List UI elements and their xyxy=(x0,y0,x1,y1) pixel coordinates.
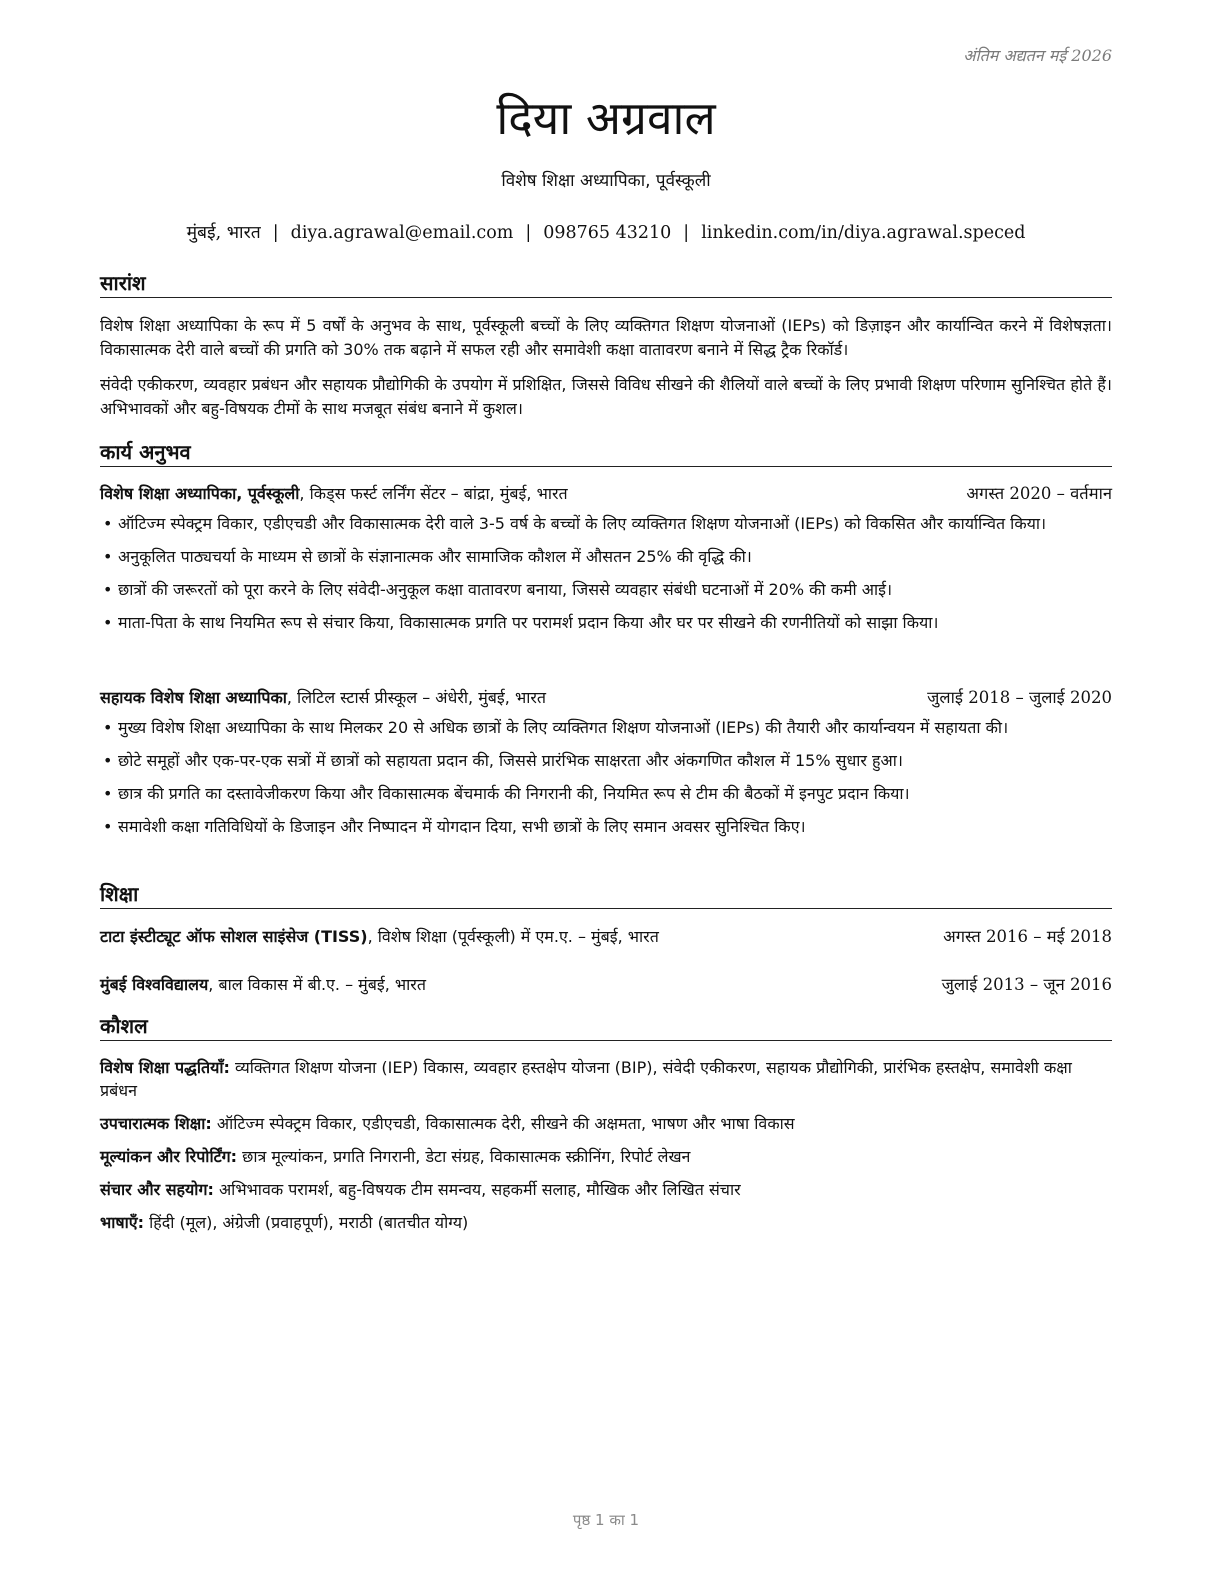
job-bullet: • माता-पिता के साथ नियमित रूप से संचार किया, विकासात्मक प्रगति पर परामर्श प्रदान किया और घर पर सीखने की रणनीतियों को साझा किया। xyxy=(100,611,1112,634)
page-number: पृष्ठ 1 का 1 xyxy=(572,1511,640,1529)
job-header xyxy=(100,482,1112,506)
job-bullet: • अनुकूलित पाठ्यचर्या के माध्यम से छात्रों के संज्ञानात्मक और सामाजिक कौशल में औसतन 25% की वृद्धि की। xyxy=(100,545,1112,568)
summary-paragraph: संवेदी एकीकरण, व्यवहार प्रबंधन और सहायक प्रौद्योगिकी के उपयोग में प्रशिक्षित, जिससे विविध सीखने की शैलियों वाले बच्चों के लिए प्रभावी शिक्षण परिणाम सुनिश्चित होते हैं। अभिभावकों और बहु-विषयक टीमों के साथ मजबूत संबंध बनाने में कुशल। xyxy=(100,375,1112,418)
candidate-subtitle: विशेष शिक्षा अध्यापिका, पूर्वस्कूली xyxy=(501,171,711,191)
contact-line xyxy=(100,220,1112,244)
candidate-name: दिया अग्रवाल xyxy=(496,91,716,145)
contact-location: मुंबई, भारत xyxy=(186,223,261,243)
job-dates: जुलाई 2018 – जुलाई 2020 xyxy=(927,688,1112,707)
job-org: , किड्स फर्स्ट लर्निंग सेंटर – बांद्रा, मुंबई, भारत xyxy=(299,484,568,503)
job-bullet: • मुख्य विशेष शिक्षा अध्यापिका के साथ मिलकर 20 से अधिक छात्रों के लिए व्यक्तिगत शिक्षण योजनाओं (IEPs) की तैयारी और कार्यान्वयन में सहायता की। xyxy=(100,716,1112,739)
skill-label: मूल्यांकन और रिपोर्टिंग: xyxy=(100,1147,238,1166)
job-bullet: • छात्र की प्रगति का दस्तावेजीकरण किया और विकासात्मक बेंचमार्क की निगरानी की, नियमित रूप से टीम की बैठकों में इनपुट प्रदान किया। xyxy=(100,782,1112,805)
skill-line xyxy=(100,1178,1112,1201)
job-dates: अगस्त 2020 – वर्तमान xyxy=(966,484,1112,503)
skills-heading: कौशल xyxy=(100,1013,1112,1041)
education-item xyxy=(100,925,1112,949)
skill-line xyxy=(100,1145,1112,1168)
skill-label: भाषाएँ: xyxy=(100,1213,145,1232)
job-header xyxy=(100,686,1112,710)
job-org: , लिटिल स्टार्स प्रीस्कूल – अंधेरी, मुंबई, भारत xyxy=(286,688,547,707)
resume-page xyxy=(100,0,1112,1584)
skill-label: संचार और सहयोग: xyxy=(100,1180,214,1199)
skills-section xyxy=(100,1056,1112,1234)
job-title: सहायक विशेष शिक्षा अध्यापिका xyxy=(100,688,287,707)
skill-line xyxy=(100,1112,1112,1135)
summary-heading: सारांश xyxy=(100,270,1112,298)
skill-label: विशेष शिक्षा पद्धतियाँ: xyxy=(100,1058,230,1077)
last-updated: अंतिम अद्यतन मई 2026 xyxy=(963,46,1112,65)
experience-heading: कार्य अनुभव xyxy=(100,439,1112,467)
contact-separator: | xyxy=(272,223,279,243)
contact-separator: | xyxy=(683,223,690,243)
summary-paragraph: विशेष शिक्षा अध्यापिका के रूप में 5 वर्षों के अनुभव के साथ, पूर्वस्कूली बच्चों के लिए व्यक्तिगत शिक्षण योजनाओं (IEPs) को डिज़ाइन और कार्यान्वित करने में विशेषज्ञता। विकासात्मक देरी वाले बच्चों की प्रगति को 30% तक बढ़ाने में सफल रही और समावेशी कक्षा वातावरण बनाने में सिद्ध ट्रैक रिकॉर्ड। xyxy=(100,316,1112,359)
education-school: मुंबई विश्वविद्यालय xyxy=(100,975,209,994)
job-bullets xyxy=(100,512,1112,634)
education-detail: , बाल विकास में बी.ए. – मुंबई, भारत xyxy=(208,975,426,994)
contact-separator: | xyxy=(525,223,532,243)
education-dates: जुलाई 2013 – जून 2016 xyxy=(941,975,1112,994)
education-item xyxy=(100,973,1112,997)
education-school: टाटा इंस्टीट्यूट ऑफ सोशल साइंसेज (TISS) xyxy=(100,927,368,946)
skill-line xyxy=(100,1056,1112,1102)
education-dates: अगस्त 2016 – मई 2018 xyxy=(943,927,1112,946)
job-bullet: • समावेशी कक्षा गतिविधियों के डिजाइन और निष्पादन में योगदान दिया, सभी छात्रों के लिए समान अवसर सुनिश्चित किए। xyxy=(100,815,1112,838)
education-heading: शिक्षा xyxy=(100,881,1112,909)
education-detail: , विशेष शिक्षा (पूर्वस्कूली) में एम.ए. – मुंबई, भारत xyxy=(367,927,659,946)
job-bullet: • ऑटिज्म स्पेक्ट्रम विकार, एडीएचडी और विकासात्मक देरी वाले 3-5 वर्ष के बच्चों के लिए व्यक्तिगत शिक्षण योजनाओं (IEPs) को विकसित और कार्यान्वित किया। xyxy=(100,512,1112,535)
summary-section xyxy=(100,314,1112,421)
contact-email[interactable]: diya.agrawal@email.com xyxy=(290,223,514,243)
skill-text: हिंदी (मूल), अंग्रेजी (प्रवाहपूर्ण), मराठी (बातचीत योग्य) xyxy=(144,1213,469,1232)
skill-text: अभिभावक परामर्श, बहु-विषयक टीम समन्वय, सहकर्मी सलाह, मौखिक और लिखित संचार xyxy=(213,1180,741,1199)
job-bullet: • छात्रों की जरूरतों को पूरा करने के लिए संवेदी-अनुकूल कक्षा वातावरण बनाया, जिससे व्यवहार संबंधी घटनाओं में 20% की कमी आई। xyxy=(100,578,1112,601)
job-bullets xyxy=(100,716,1112,838)
skill-line xyxy=(100,1211,1112,1234)
job-bullet: • छोटे समूहों और एक-पर-एक सत्रों में छात्रों को सहायता प्रदान की, जिससे प्रारंभिक साक्षरता और अंकगणित कौशल में 15% सुधार हुआ। xyxy=(100,749,1112,772)
skill-text: ऑटिज्म स्पेक्ट्रम विकार, एडीएचडी, विकासात्मक देरी, सीखने की अक्षमता, भाषण और भाषा विकास xyxy=(211,1114,795,1133)
skill-text: छात्र मूल्यांकन, प्रगति निगरानी, डेटा संग्रह, विकासात्मक स्क्रीनिंग, रिपोर्ट लेखन xyxy=(237,1147,691,1166)
skill-text: व्यक्तिगत शिक्षण योजना (IEP) विकास, व्यवहार हस्तक्षेप योजना (BIP), संवेदी एकीकरण, सहायक प्रौद्योगिकी, प्रारंभिक हस्तक्षेप, समावेशी कक्षा प्रबंधन xyxy=(100,1058,1072,1100)
job-title: विशेष शिक्षा अध्यापिका, पूर्वस्कूली xyxy=(100,484,300,503)
skill-label: उपचारात्मक शिक्षा: xyxy=(100,1114,212,1133)
contact-phone: 098765 43210 xyxy=(543,223,672,243)
contact-linkedin[interactable]: linkedin.com/in/diya.agrawal.speced xyxy=(701,223,1026,243)
